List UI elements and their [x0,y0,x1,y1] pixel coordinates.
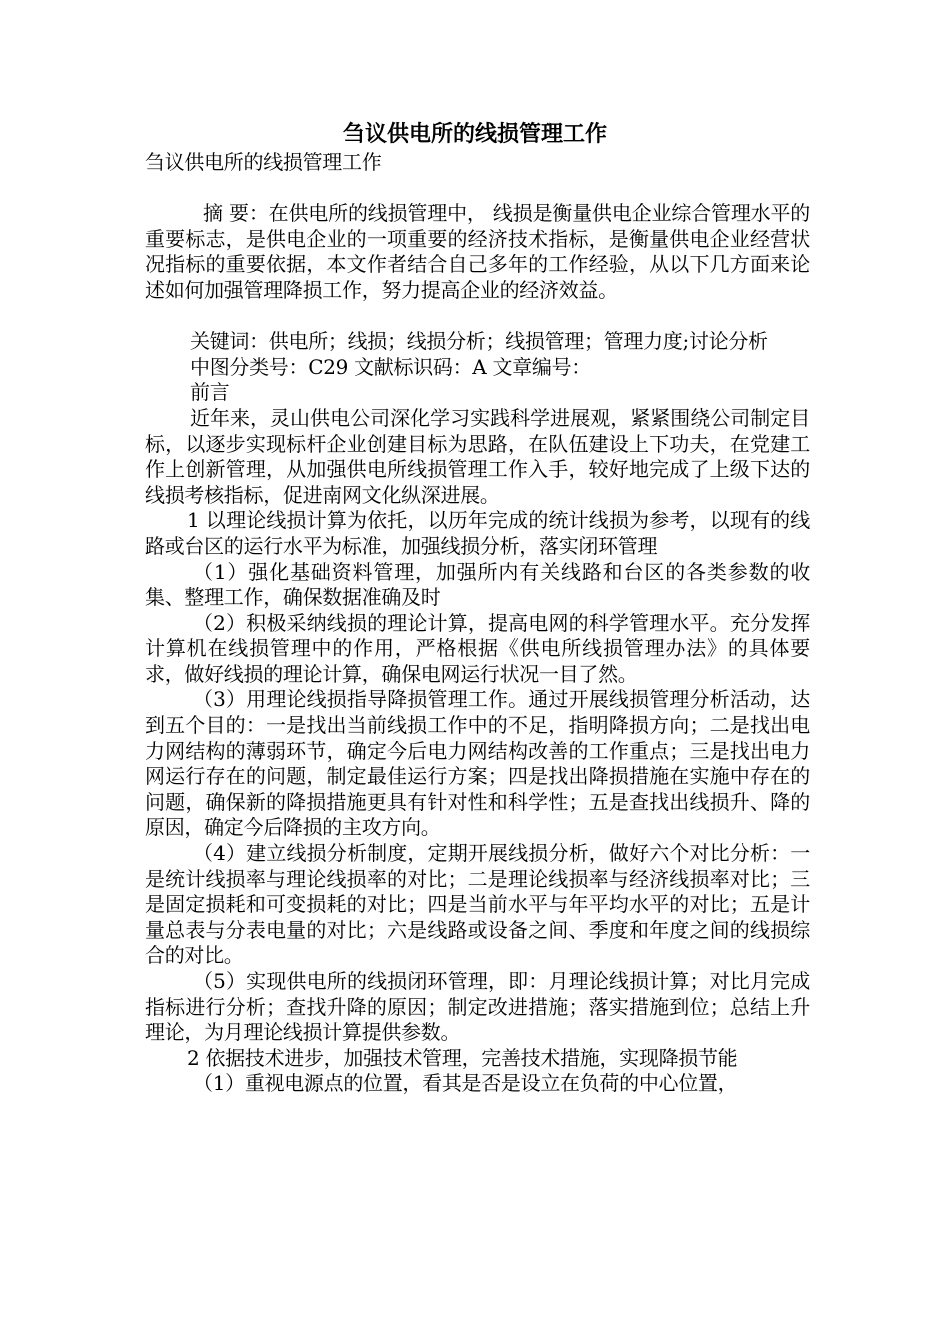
section-1-heading: 1 以理论线损计算为依托，以历年完成的统计线损为参考，以现有的线路或台区的运行水平为标准，加强线损分析，落实闭环管理 [145,508,810,558]
preface-paragraph: 近年来，灵山供电公司深化学习实践科学进展观，紧紧围绕公司制定目标，以逐步实现标杆企业创建目标为思路，在队伍建设上下功夫，在党建工作上创新管理，从加强供电所线损管理工作入手，较好地完成了上级下达的线损考核指标，促进南网文化纵深进展。 [145,405,810,507]
section-2-item-1: （1）重视电源点的位置，看其是否是设立在负荷的中心位置， [193,1071,738,1096]
section-1-item-4: （4）建立线损分析制度，定期开展线损分析，做好六个对比分析：一是统计线损率与理论线损率的对比；二是理论线损率与经济线损率对比；三是固定损耗和可变损耗的对比；四是当前水平与年平均水平的对比；五是计量总表与分表电量的对比；六是线路或设备之间、季度和年度之间的线损综合的对比。 [145,841,810,968]
section-1-item-5: （5）实现供电所的线损闭环管理，即：月理论线损计算；对比月完成指标进行分析；查找升降的原因；制定改进措施；落实措施到位；总结上升理论，为月理论线损计算提供参数。 [145,969,810,1045]
spacer [145,304,810,330]
section-1-item-3: （3）用理论线损指导降损管理工作。通过开展线损管理分析活动，达到五个目的：一是找出当前线损工作中的不足，指明降损方向；二是找出电力网结构的薄弱环节，确定今后电力网结构改善的工作重点；三是找出电力网运行存在的问题，制定最佳运行方案；四是找出降损措施在实施中存在的问题，确保新的降损措施更具有针对性和科学性；五是查找出线损升、降的原因，确定今后降损的主攻方向。 [145,687,810,840]
section-1-item-1: （1）强化基础资料管理，加强所内有关线路和台区的各类参数的收集、整理工作，确保数据准确及时 [145,559,810,610]
spacer [145,176,810,202]
abstract-paragraph: 摘 要：在供电所的线损管理中， 线损是衡量供电企业综合管理水平的重要标志，是供电企业的一项重要的经济技术指标，是衡量供电企业经营状况指标的重要依据，本文作者结合自己多年的工作经验，从以下几方面来论述如何加强管理降损工作，努力提高企业的经济效益。 [145,201,810,302]
document-body [145,150,810,1097]
preface-heading: 前言 [190,380,230,405]
document-title: 刍议供电所的线损管理工作 [342,122,607,147]
keywords-paragraph: 关键词：供电所；线损；线损分析；线损管理；管理力度;讨论分析 [190,329,768,354]
section-1-item-2: （2）积极采纳线损的理论计算，提高电网的科学管理水平。充分发挥计算机在线损管理中的作用，严格根据《供电所线损管理办法》的具体要求，做好线损的理论计算，确保电网运行状况一目了然。 [145,610,810,686]
section-2-heading: 2 依据技术进步，加强技术管理，完善技术措施，实现降损节能 [187,1045,738,1070]
document-subtitle: 刍议供电所的线损管理工作 [145,150,382,174]
classification-line: 中图分类号：C29 文献标识码：A 文章编号： [190,354,592,379]
